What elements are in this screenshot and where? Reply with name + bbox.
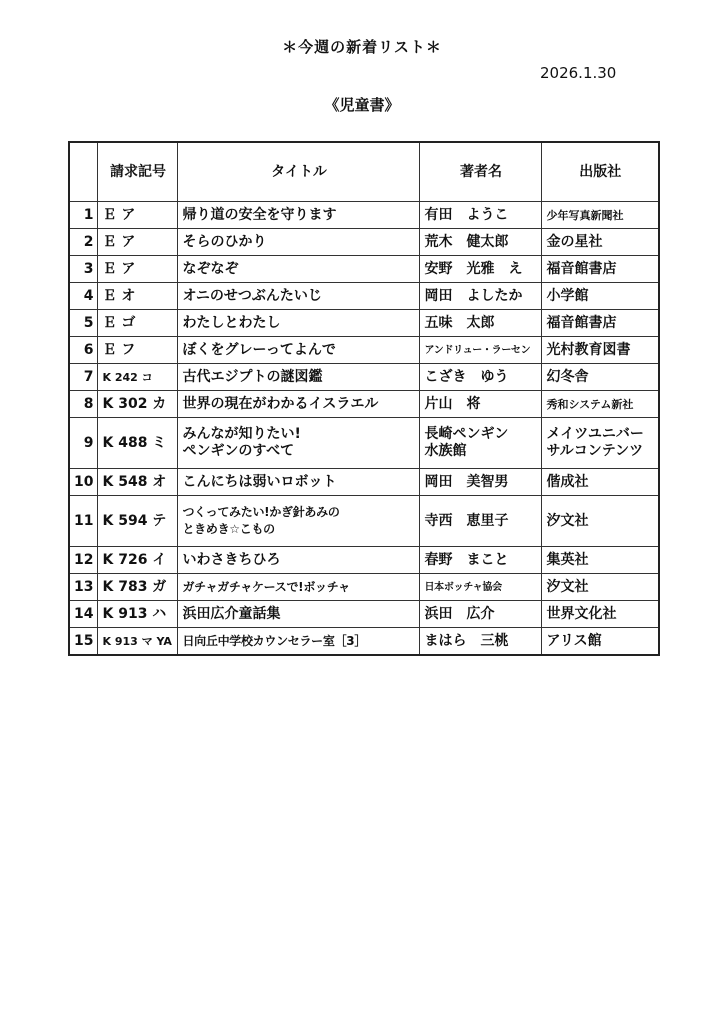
new-arrivals-table xyxy=(68,141,660,656)
table-row xyxy=(69,337,659,364)
table-row xyxy=(69,229,659,256)
row-number: 8 xyxy=(69,391,98,418)
book-publisher: 金の星社 xyxy=(542,229,659,256)
book-publisher: 幻冬舎 xyxy=(542,364,659,391)
list-title: ＊今週の新着リスト＊ xyxy=(282,38,442,56)
book-publisher: 世界文化社 xyxy=(542,601,659,628)
book-author-line-2: 水族館 xyxy=(424,443,467,459)
book-publisher xyxy=(542,418,659,469)
book-author: 五味 太郎 xyxy=(420,310,542,337)
book-title-line-2: ペンギンのすべて xyxy=(182,443,295,459)
book-publisher: 福音館書店 xyxy=(542,256,659,283)
book-title: 浜田広介童話集 xyxy=(178,601,420,628)
book-author: こざき ゆう xyxy=(420,364,542,391)
row-number: 15 xyxy=(69,628,98,656)
book-title: なぞなぞ xyxy=(178,256,420,283)
call-number: K 913 ハ xyxy=(98,601,178,628)
book-author: 春野 まこと xyxy=(420,547,542,574)
row-number: 2 xyxy=(69,229,98,256)
row-number: 3 xyxy=(69,256,98,283)
column-header-publisher: 出版社 xyxy=(542,142,659,202)
book-author: 荒木 健太郎 xyxy=(420,229,542,256)
row-number: 9 xyxy=(69,418,98,469)
row-number: 12 xyxy=(69,547,98,574)
list-date: 2026.1.30 xyxy=(540,64,617,82)
table-row xyxy=(69,547,659,574)
book-title: いわさきちひろ xyxy=(178,547,420,574)
book-publisher: 汐文社 xyxy=(542,496,659,547)
table-row xyxy=(69,469,659,496)
call-number: K 783 ガ xyxy=(98,574,178,601)
table-row xyxy=(69,574,659,601)
book-publisher: 小学館 xyxy=(542,283,659,310)
book-publisher-line-2: サルコンテンツ xyxy=(546,443,644,459)
call-number: K 594 テ xyxy=(98,496,178,547)
book-title: オニのせつぶんたいじ xyxy=(178,283,420,310)
book-title: ガチャガチャケースで!ボッチャ xyxy=(178,574,420,601)
book-title: 世界の現在がわかるイスラエル xyxy=(178,391,420,418)
book-publisher: 偕成社 xyxy=(542,469,659,496)
table-row xyxy=(69,310,659,337)
book-publisher: アリス館 xyxy=(542,628,659,656)
book-publisher: 少年写真新聞社 xyxy=(542,202,659,229)
table-row xyxy=(69,601,659,628)
call-number: K 302 カ xyxy=(98,391,178,418)
table-row xyxy=(69,391,659,418)
call-number: K 242 コ xyxy=(98,364,178,391)
row-number: 7 xyxy=(69,364,98,391)
call-number: Ｅ ア xyxy=(98,256,178,283)
table-row xyxy=(69,256,659,283)
book-title xyxy=(178,496,420,547)
column-header-author: 著者名 xyxy=(420,142,542,202)
book-title: ぼくをグレーってよんで xyxy=(178,337,420,364)
book-author: 岡田 よしたか xyxy=(420,283,542,310)
row-number: 13 xyxy=(69,574,98,601)
book-publisher: 汐文社 xyxy=(542,574,659,601)
table-row xyxy=(69,202,659,229)
book-title-line-2: ときめき☆こもの xyxy=(182,522,275,536)
book-title: こんにちは弱いロボット xyxy=(178,469,420,496)
book-publisher: 集英社 xyxy=(542,547,659,574)
column-header-title: タイトル xyxy=(178,142,420,202)
call-number: K 913 マ YA xyxy=(98,628,178,656)
book-title-line-1: つくってみたい!かぎ針あみの xyxy=(182,505,340,519)
book-title: 古代エジプトの謎図鑑 xyxy=(178,364,420,391)
table-row xyxy=(69,283,659,310)
book-author: アンドリュー・ラーセン xyxy=(420,337,542,364)
book-author: 安野 光雅 え xyxy=(420,256,542,283)
book-title: 帰り道の安全を守ります xyxy=(178,202,420,229)
row-number: 11 xyxy=(69,496,98,547)
book-author: 日本ボッチャ協会 xyxy=(420,574,542,601)
row-number: 1 xyxy=(69,202,98,229)
book-author: 片山 将 xyxy=(420,391,542,418)
column-header-call-number: 請求記号 xyxy=(98,142,178,202)
book-title: そらのひかり xyxy=(178,229,420,256)
book-publisher: 福音館書店 xyxy=(542,310,659,337)
table-row xyxy=(69,496,659,547)
call-number: Ｅ ア xyxy=(98,229,178,256)
table-row xyxy=(69,628,659,656)
book-title xyxy=(178,418,420,469)
book-title-line-1: みんなが知りたい! xyxy=(182,426,301,442)
call-number: Ｅ ゴ xyxy=(98,310,178,337)
book-publisher: 秀和システム新社 xyxy=(542,391,659,418)
call-number: K 488 ミ xyxy=(98,418,178,469)
call-number: Ｅ オ xyxy=(98,283,178,310)
column-header-no xyxy=(69,142,98,202)
table-row xyxy=(69,418,659,469)
book-title: 日向丘中学校カウンセラー室［3］ xyxy=(178,628,420,656)
book-author: 岡田 美智男 xyxy=(420,469,542,496)
row-number: 5 xyxy=(69,310,98,337)
call-number: K 548 オ xyxy=(98,469,178,496)
book-author: まはら 三桃 xyxy=(420,628,542,656)
book-author-line-1: 長崎ペンギン xyxy=(424,426,509,442)
book-publisher-line-1: メイツユニバー xyxy=(546,426,644,442)
category-heading: 《児童書》 xyxy=(324,96,400,114)
table-row xyxy=(69,364,659,391)
book-author: 浜田 広介 xyxy=(420,601,542,628)
book-publisher: 光村教育図書 xyxy=(542,337,659,364)
row-number: 4 xyxy=(69,283,98,310)
row-number: 14 xyxy=(69,601,98,628)
row-number: 10 xyxy=(69,469,98,496)
book-title: わたしとわたし xyxy=(178,310,420,337)
call-number: Ｅ ア xyxy=(98,202,178,229)
row-number: 6 xyxy=(69,337,98,364)
book-author: 有田 ようこ xyxy=(420,202,542,229)
book-author xyxy=(420,418,542,469)
call-number: Ｅ フ xyxy=(98,337,178,364)
call-number: K 726 イ xyxy=(98,547,178,574)
book-author: 寺西 恵里子 xyxy=(420,496,542,547)
table-header-row xyxy=(69,142,659,202)
